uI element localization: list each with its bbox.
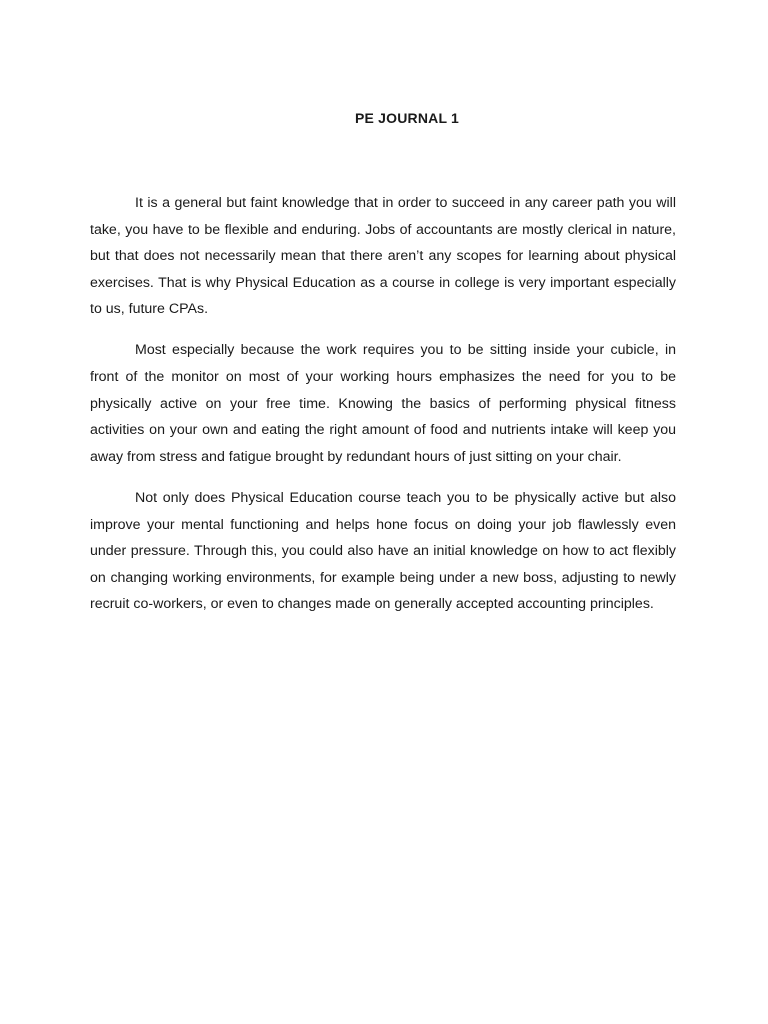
paragraph-2: Most especially because the work requires you to be sitting inside your cubicle, in front of the monitor on most of your working hours emphasizes the need for you to be physically active on your free time. Knowing the basics of performing physical fitness activities on your own and eating the right amount of food and nutrients intake will keep you away from stress and fatigue brought by redundant hours of just sitting on your chair. [90, 342, 676, 465]
paragraph-1: It is a general but faint knowledge that in order to succeed in any career path you will take, you have to be flexible and enduring. Jobs of accountants are mostly clerical in nature, but that does not necessarily mean that there aren’t any scopes for learning about physical exercises. That is why Physical Education as a course in college is very important especially to us, future CPAs. [90, 195, 676, 318]
document-title: PE JOURNAL 1 [354, 110, 460, 126]
paragraph-3: Not only does Physical Education course teach you to be physically active but also improve your mental functioning and helps hone focus on doing your job flawlessly even under pressure. Through this, you could also have an initial knowledge on how to act flexibly on changing working environments, for example being under a new boss, adjusting to newly recruit co-workers, or even to changes made on generally accepted accounting principles. [90, 489, 676, 613]
document-body [90, 190, 676, 632]
